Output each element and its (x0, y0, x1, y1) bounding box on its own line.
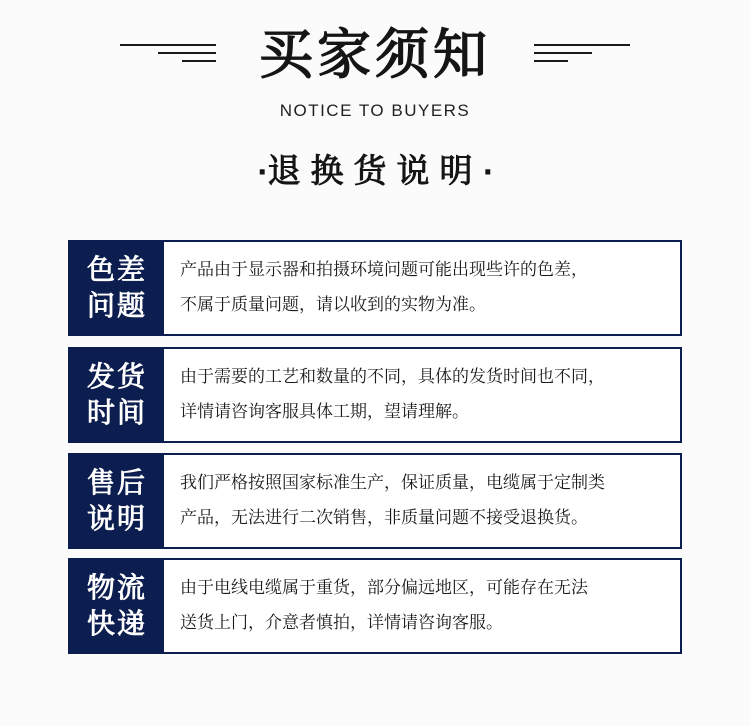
notice-item-label: 物流 快递 (70, 560, 164, 652)
notice-item-text: 产品由于显示器和拍摄环境问题可能出现些许的色差， 不属于质量问题，请以收到的实物为准。 (180, 260, 588, 315)
section-title (0, 148, 750, 196)
notice-item-text: 由于电线电缆属于重货，部分偏远地区，可能存在无法 送货上门，介意者慎拍，详情请咨询客服。 (180, 578, 588, 633)
notice-item-label: 发货 时间 (70, 349, 164, 441)
section-title-dot-right: · (482, 155, 494, 189)
notice-item-logistics (68, 558, 682, 654)
section-title-text: 退换货说明 (267, 151, 483, 190)
section-title-dot-left: · (256, 155, 268, 189)
notice-item-after-sales (68, 453, 682, 549)
notice-item-shipping-time (68, 347, 682, 443)
page-title: 买家须知 (259, 23, 491, 86)
notice-item-color-difference (68, 240, 682, 336)
notice-item-label: 售后 说明 (70, 455, 164, 547)
page-subtitle: NOTICE TO BUYERS (279, 101, 471, 120)
notice-item-label: 色差 问题 (70, 242, 164, 334)
notice-item-text: 我们严格按照国家标准生产，保证质量，电缆属于定制类 产品，无法进行二次销售，非质量问题不接受退换货。 (180, 473, 605, 528)
notice-item-text: 由于需要的工艺和数量的不同，具体的发货时间也不同， 详情请咨询客服具体工期，望请理解。 (180, 367, 605, 422)
